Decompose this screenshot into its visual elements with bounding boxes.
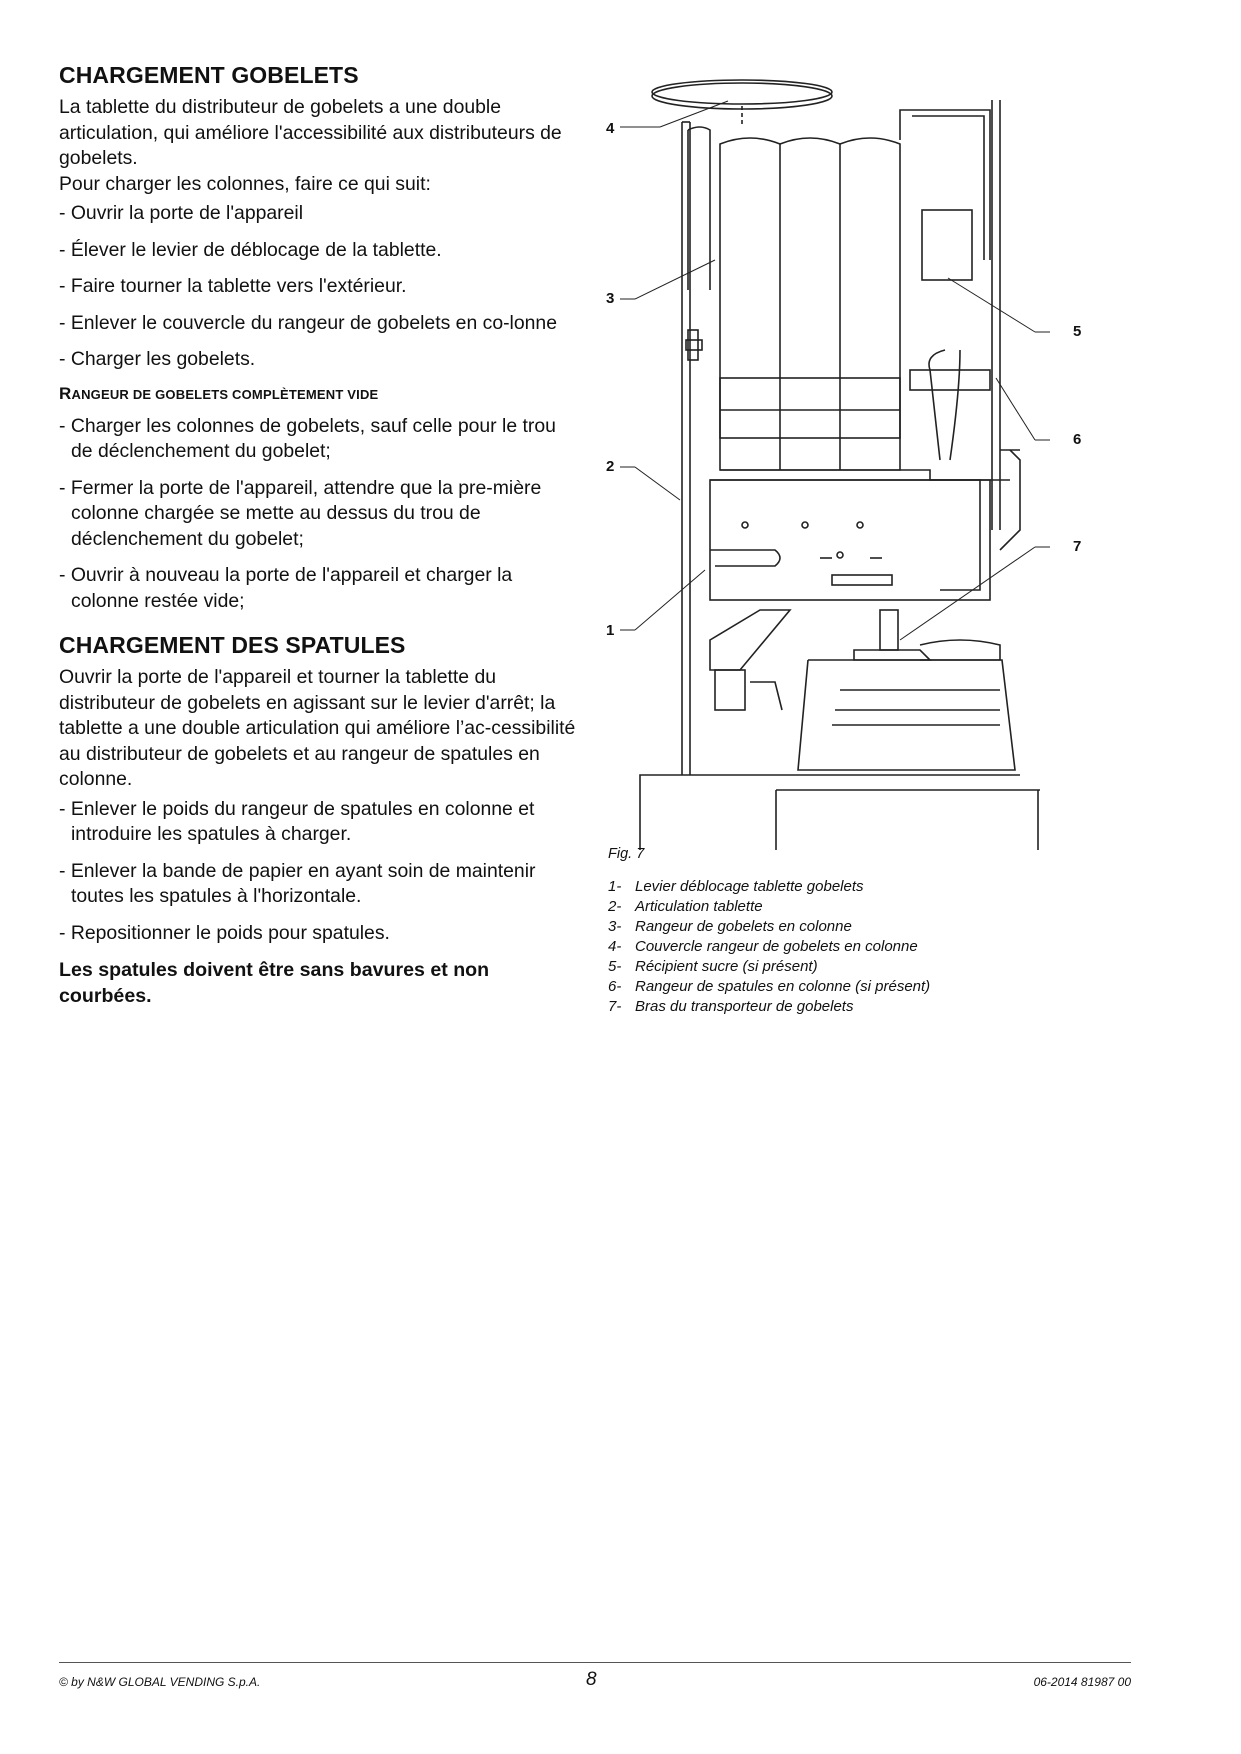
machine-drawing [600,70,1100,850]
warning-text: Les spatules doivent être sans bavures et non courbées. [59,959,490,1007]
callout-2: 2 [606,458,615,475]
text-column [59,62,579,1009]
legend-item: 1- Levier déblocage tablette gobelets [608,878,864,895]
step: - Faire tourner la tablette vers l'extérieur. [59,275,407,297]
spatules-intro: Ouvrir la porte de l'appareil et tourner la tablette du distributeur de gobelets en agissant sur le levier d'arrêt; la tablette a une double articulation qui améliore l’ac-cessibilité au distributeur de gobelets et au rangeur de spatules en colonne. [59,666,576,790]
footer-doc-code: 06-2014 81987 00 [1033,1675,1131,1689]
step: - Charger les colonnes de gobelets, sauf celle pour le trou de déclenchement du gobelet; [59,414,556,462]
figure-caption: Fig. 7 [608,846,645,862]
step: - Fermer la porte de l'appareil, attendre que la pre-mière colonne chargée se mette au dessus du trou de déclenchement du gobelet; [59,476,542,550]
step: - Enlever le couvercle du rangeur de gobelets en co-lonne [59,311,558,334]
callout-7: 7 [1073,538,1082,555]
legend-item: 2- Articulation tablette [608,898,763,915]
step: - Enlever la bande de papier en ayant soin de maintenir toutes les spatules à l'horizontale. [59,859,536,907]
legend-item: 7- Bras du transporteur de gobelets [608,998,854,1015]
step: - Ouvrir la porte de l'appareil [59,202,304,224]
legend-item: 6- Rangeur de spatules en colonne (si présent) [608,978,931,995]
footer-copyright: © by N&W GLOBAL VENDING S.p.A. [59,1675,261,1689]
legend-item: 4- Couvercle rangeur de gobelets en colonne [608,938,918,955]
legend-item: 3- Rangeur de gobelets en colonne [608,918,852,935]
callout-3: 3 [606,290,615,307]
step: - Charger les gobelets. [59,348,256,370]
intro-paragraph: La tablette du distributeur de gobelets a une double articulation, qui améliore l'accessibilité aux distributeurs de gobelets. [59,96,562,169]
callout-1: 1 [606,622,615,639]
section-title-spatules: CHARGEMENT DES SPATULES [59,632,406,658]
step: - Ouvrir à nouveau la porte de l'appareil et charger la colonne restée vide; [59,564,513,612]
callout-5: 5 [1073,323,1082,340]
legend-item: 5- Récipient sucre (si présent) [608,958,818,975]
callout-6: 6 [1073,431,1082,448]
callout-4: 4 [606,120,615,137]
figure-legend [608,877,930,1017]
section-title-gobelets: CHARGEMENT GOBELETS [59,62,359,88]
step: - Enlever le poids du rangeur de spatules en colonne et introduire les spatules à charger. [59,797,535,845]
subheading-empty-rack: RANGEUR DE GOBELETS COMPLÈTEMENT VIDE [59,383,379,403]
intro-paragraph-2: Pour charger les colonnes, faire ce qui suit: [59,172,431,195]
page-footer [59,1662,1131,1690]
step: - Repositionner le poids pour spatules. [59,921,390,944]
machine-illustration [600,70,1100,850]
page-number: 8 [586,1669,597,1690]
step: - Élever le levier de déblocage de la tablette. [59,238,442,261]
